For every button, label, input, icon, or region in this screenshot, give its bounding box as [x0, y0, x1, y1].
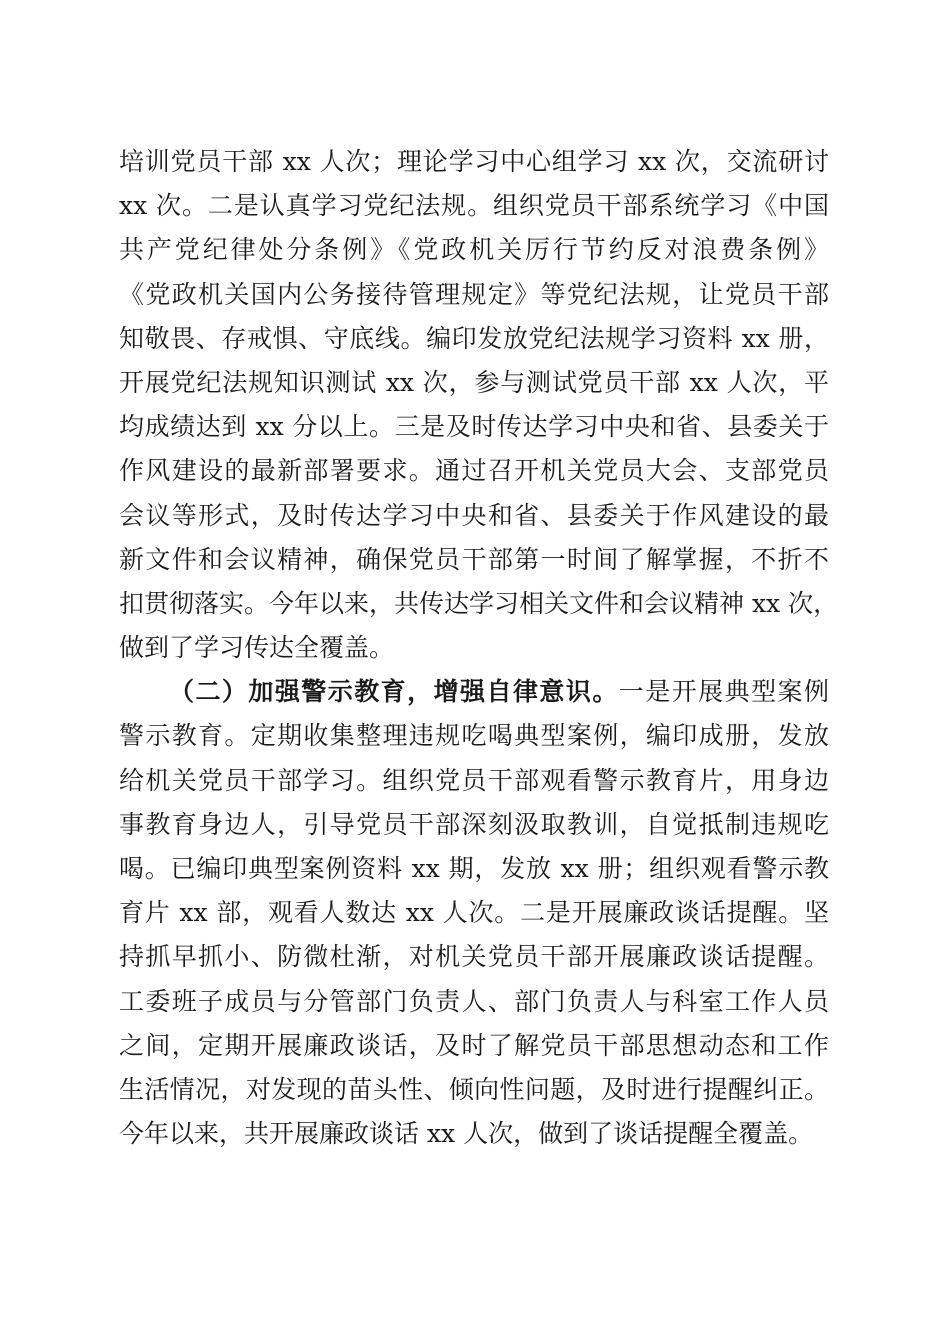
paragraph-1-line: 作风建设的最新部署要求。通过召开机关党员大会、支部党员: [119, 456, 829, 486]
paragraph-2-line: 给机关党员干部学习。组织党员干部观看警示教育片，用身边: [119, 765, 829, 795]
paragraph-1-line: 做到了学习传达全覆盖。: [119, 633, 395, 663]
paragraph-1-line: 会议等形式，及时传达学习中央和省、县委关于作风建设的最: [119, 500, 829, 530]
paragraph-1-line: 开展党纪法规知识测试 xx 次，参与测试党员干部 xx 人次，平: [119, 367, 829, 397]
paragraph-1-line: 知敬畏、存戒惧、守底线。编印发放党纪法规学习资料 xx 册，: [119, 323, 829, 353]
paragraph-2-line: 生活情况，对发现的苗头性、倾向性问题，及时进行提醒纠正。: [119, 1074, 829, 1104]
paragraph-1-line: xx 次。二是认真学习党纪法规。组织党员干部系统学习《中国: [119, 191, 829, 221]
paragraph-2-line: 警示教育。定期收集整理违规吃喝典型案例，编印成册，发放: [119, 721, 829, 751]
paragraph-1-line: 扣贯彻落实。今年以来，共传达学习相关文件和会议精神 xx 次，: [119, 588, 839, 618]
paragraph-1-line: 共产党纪律处分条例》《党政机关厉行节约反对浪费条例》: [119, 235, 829, 265]
paragraph-2-line: 之间，定期开展廉政谈话，及时了解党员干部思想动态和工作: [119, 1030, 829, 1060]
document-body: [119, 140, 839, 1156]
paragraph-2: [119, 670, 829, 1156]
paragraph-1-line: 新文件和会议精神，确保党员干部第一时间了解掌握，不折不: [119, 544, 829, 574]
paragraph-2-first-line-text: 一是开展典型案例: [618, 677, 829, 707]
paragraph-1-line: 《党政机关国内公务接待管理规定》等党纪法规，让党员干部: [119, 279, 829, 309]
paragraph-2-line: 育片 xx 部，观看人数达 xx 人次。二是开展廉政谈话提醒。坚: [119, 898, 829, 928]
paragraph-1-line: 培训党员干部 xx 人次；理论学习中心组学习 xx 次，交流研讨: [119, 147, 829, 176]
paragraph-2-line: 持抓早抓小、防微杜渐，对机关党员干部开展廉政谈话提醒。: [119, 942, 829, 972]
paragraph-1: [119, 140, 839, 670]
paragraph-1-line: 均成绩达到 xx 分以上。三是及时传达学习中央和省、县委关于: [119, 412, 829, 442]
section-heading: （二）加强警示教育，增强自律意识。: [169, 677, 619, 707]
paragraph-2-line: 今年以来，共开展廉政谈话 xx 人次，做到了谈话提醒全覆盖。: [119, 1119, 814, 1149]
paragraph-2-first-line: [119, 670, 829, 714]
paragraph-2-line: 事教育身边人，引导党员干部深刻汲取教训，自觉抵制违规吃: [119, 809, 829, 839]
paragraph-2-line: 工委班子成员与分管部门负责人、部门负责人与科室工作人员: [119, 986, 829, 1016]
paragraph-2-line: 喝。已编印典型案例资料 xx 期，发放 xx 册；组织观看警示教: [119, 854, 829, 883]
